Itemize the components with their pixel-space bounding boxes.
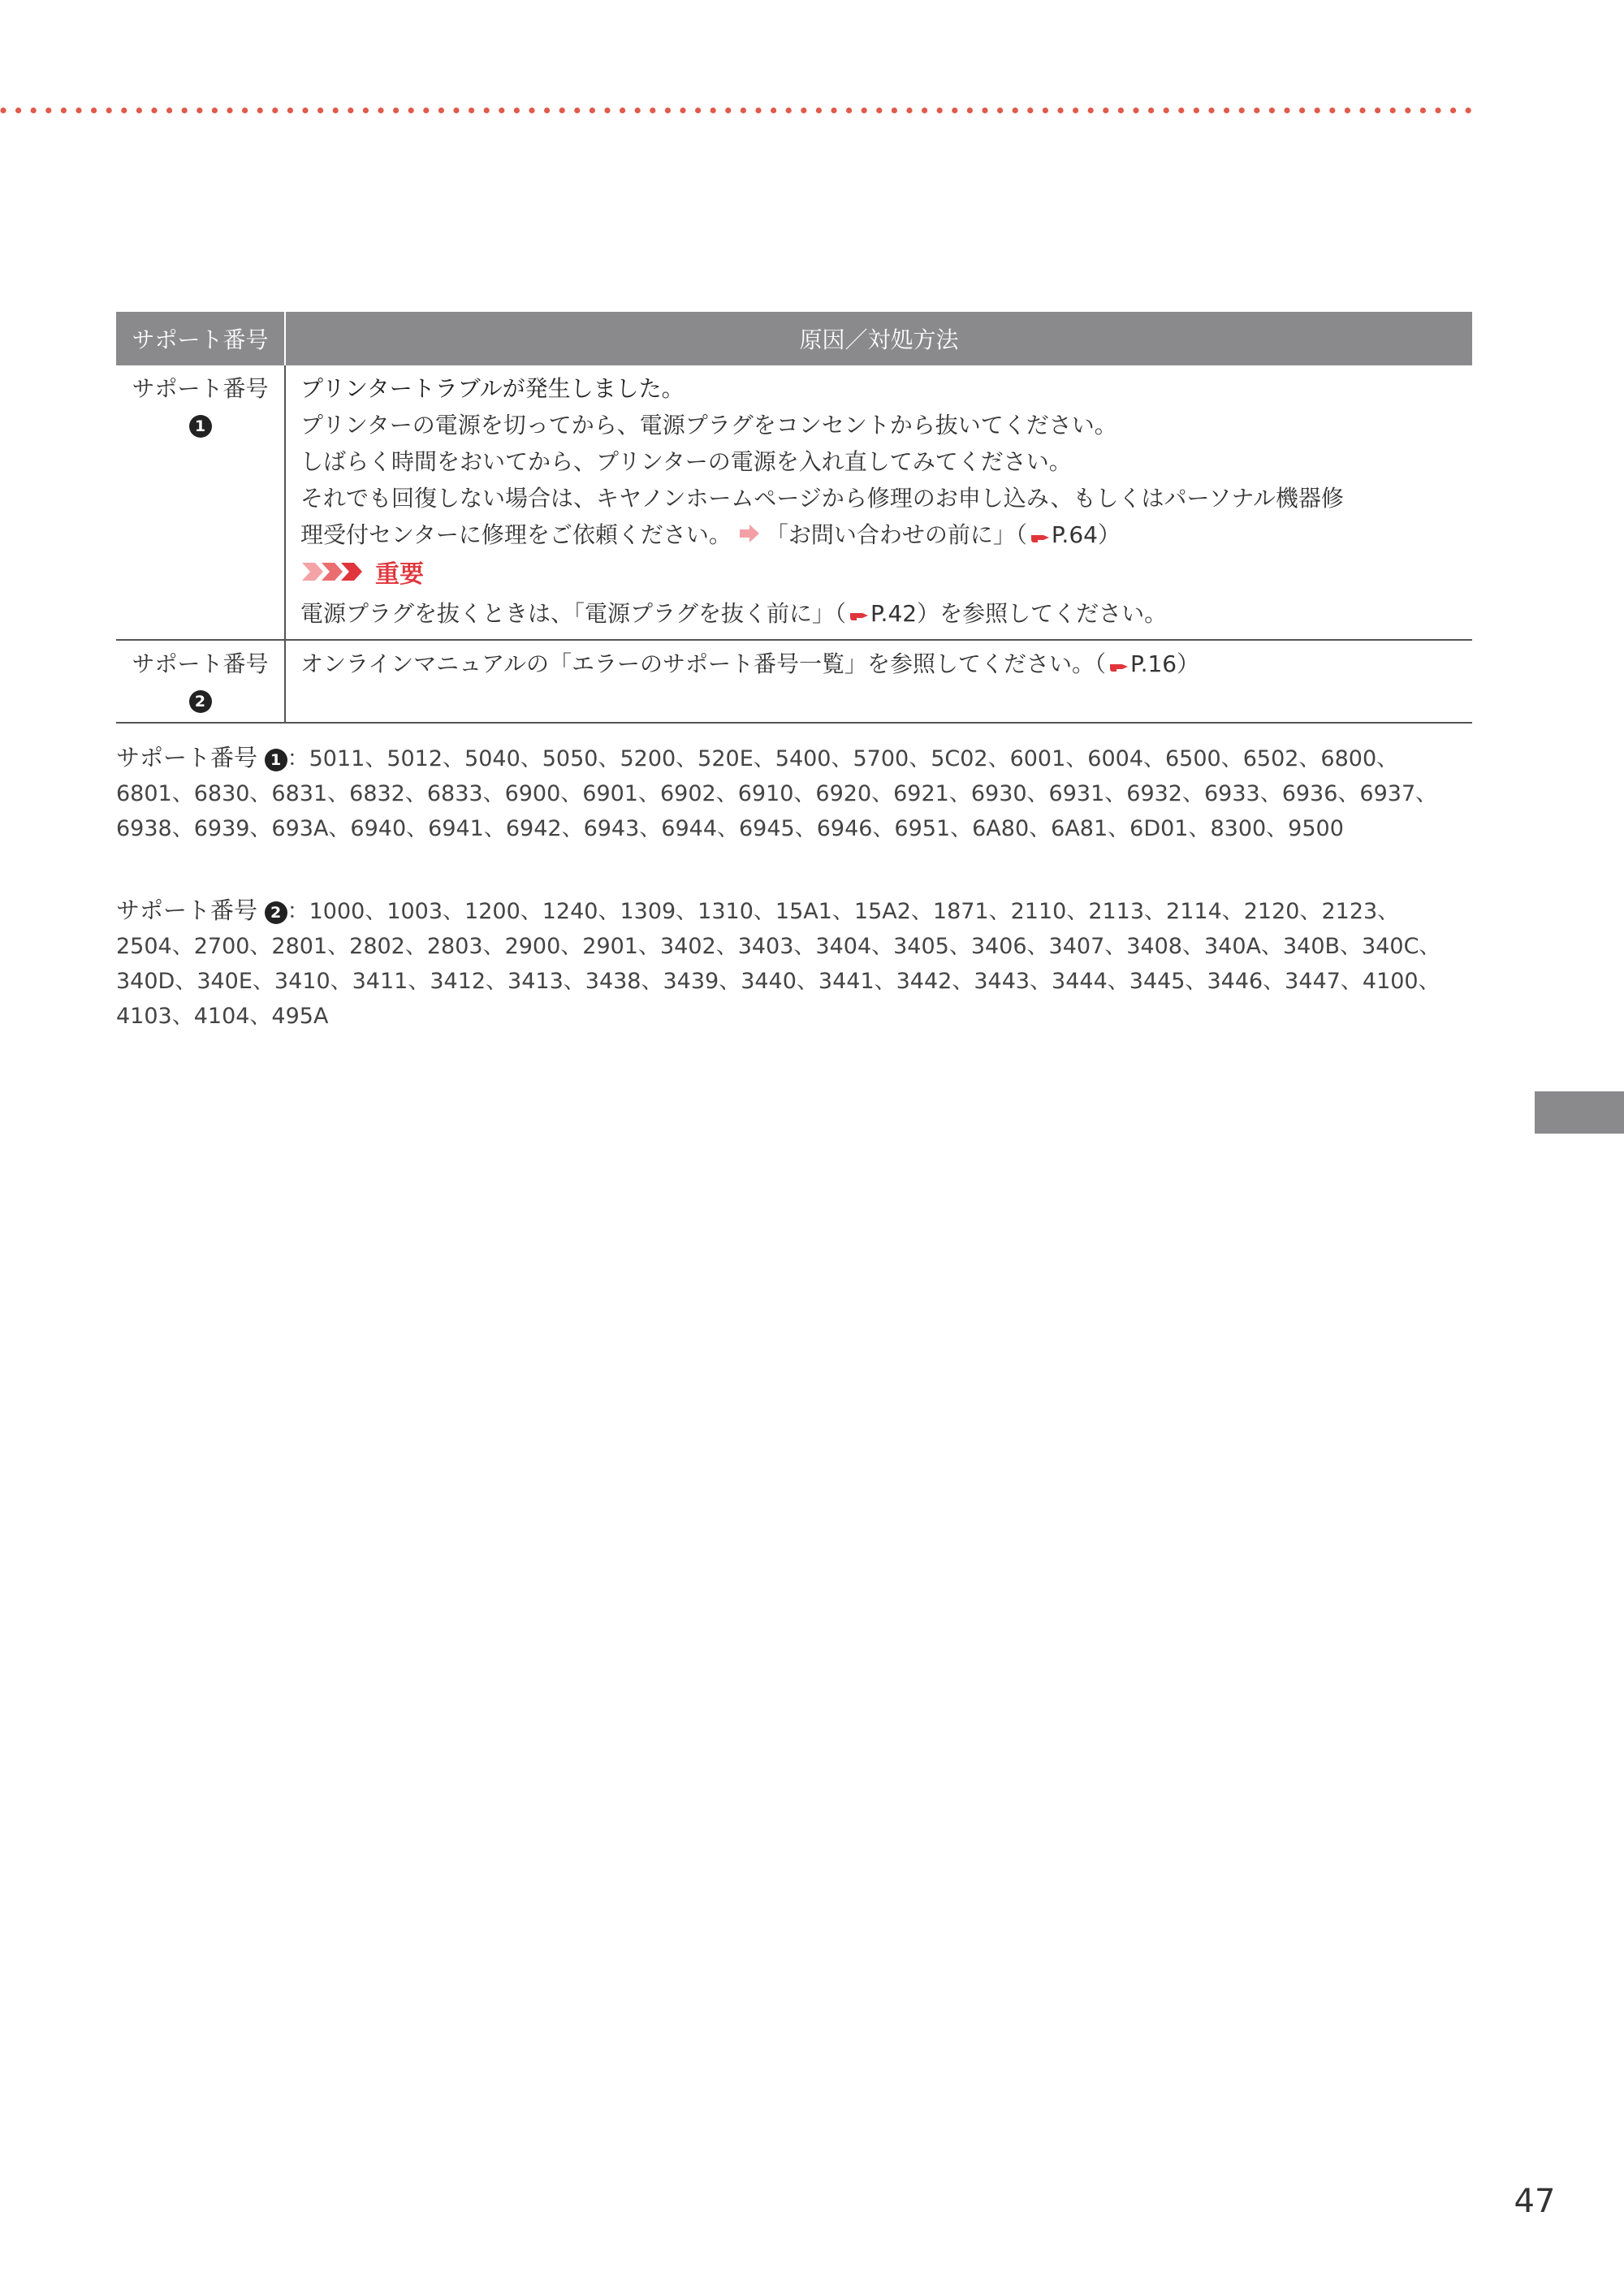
border-dot	[333, 107, 339, 113]
chapter-side-tab	[1535, 1091, 1624, 1134]
table-row	[116, 640, 1472, 723]
border-dot	[786, 107, 792, 113]
border-dot	[514, 107, 520, 113]
border-dot	[1057, 107, 1063, 113]
border-dot	[1435, 107, 1440, 113]
border-dot	[831, 107, 836, 113]
border-dot	[317, 107, 323, 113]
important-text: 電源プラグを抜くときは、「電源プラグを抜く前に」（	[300, 599, 847, 627]
border-dot	[182, 107, 188, 113]
border-dot	[816, 107, 822, 113]
border-dot	[91, 107, 97, 113]
border-dot	[302, 107, 308, 113]
circled-number-1: 1	[189, 415, 212, 438]
support-codes-list-2	[116, 893, 1472, 1034]
border-dot	[1073, 107, 1078, 113]
border-dot	[348, 107, 353, 113]
support-codes-list-1	[116, 741, 1472, 846]
border-dot	[408, 107, 414, 113]
border-dot	[1239, 107, 1245, 113]
row-content	[285, 365, 1472, 640]
border-dot	[438, 107, 444, 113]
instruction-line: プリンターの電源を切ってから、電源プラグをコンセントから抜いてください。	[300, 412, 1117, 438]
border-dot	[1254, 107, 1259, 113]
border-dot	[680, 107, 685, 113]
page-ref[interactable]: P.64	[1051, 521, 1098, 548]
paren-close: ）	[1097, 521, 1121, 548]
border-dot	[1103, 107, 1108, 113]
border-dot	[997, 107, 1003, 113]
border-dot	[620, 107, 625, 113]
border-dot	[725, 107, 731, 113]
codes-prefix: サポート番号	[116, 744, 258, 771]
dotted-border	[0, 101, 1483, 120]
border-dot	[1375, 107, 1380, 113]
codes-values: ：5011、5012、5040、5050、5200、520E、5400、5700、5C02、6001、6004、6500、6502、6800、6801、6830、6831、6832、6833、6900、6901、6902、6910、6920、6921、6930、6931、6932、6933、6936、6937、6938、6939、693A、6940、6941、6942、6943、6944、6945、6946、6951、6A80、6A81、6D01、8300、9500	[116, 746, 1438, 841]
border-dot	[1013, 107, 1018, 113]
page-number: 47	[1514, 2183, 1556, 2220]
border-dot	[755, 107, 761, 113]
border-dot	[771, 107, 776, 113]
border-dot	[892, 107, 897, 113]
border-dot	[937, 107, 943, 113]
border-dot	[1088, 107, 1094, 113]
pointing-hand-icon	[849, 596, 869, 633]
row-label-text: サポート番号	[132, 650, 269, 677]
border-dot	[1027, 107, 1033, 113]
border-dot	[106, 107, 112, 113]
border-dot	[801, 107, 806, 113]
border-dot	[529, 107, 534, 113]
row-title: プリンタートラブルが発生しました。	[300, 375, 685, 402]
circled-number-1: 1	[265, 749, 287, 771]
border-dot	[423, 107, 429, 113]
border-dot	[695, 107, 701, 113]
border-dot	[1178, 107, 1184, 113]
border-dot	[499, 107, 504, 113]
border-dot	[1284, 107, 1289, 113]
border-dot	[363, 107, 369, 113]
border-dot	[906, 107, 912, 113]
important-text-line	[300, 595, 1472, 633]
border-dot	[1420, 107, 1426, 113]
border-dot	[484, 107, 490, 113]
important-chevrons-icon	[300, 556, 365, 593]
border-dot	[574, 107, 580, 113]
circled-number-2: 2	[189, 690, 212, 713]
border-dot	[1269, 107, 1275, 113]
border-dot	[1390, 107, 1396, 113]
border-dot	[862, 107, 867, 113]
border-dot	[242, 107, 248, 113]
border-dot	[1208, 107, 1214, 113]
border-dot	[197, 107, 202, 113]
border-dot	[469, 107, 474, 113]
instruction-text: 理受付センターに修理をご依頼ください。	[300, 521, 732, 548]
table-row	[116, 365, 1472, 640]
border-dot	[544, 107, 550, 113]
border-dot	[1359, 107, 1365, 113]
border-dot	[287, 107, 293, 113]
border-dot	[453, 107, 459, 113]
table-header-row	[116, 312, 1472, 365]
border-dot	[1164, 107, 1169, 113]
border-dot	[272, 107, 278, 113]
important-text-suffix: ）を参照してください。	[917, 599, 1168, 627]
border-dot	[1345, 107, 1350, 113]
header-cause-solution: 原因／対処方法	[285, 312, 1472, 365]
border-dot	[1450, 107, 1456, 113]
border-dot	[1118, 107, 1124, 113]
border-dot	[590, 107, 595, 113]
border-dot	[1329, 107, 1335, 113]
border-dot	[1043, 107, 1048, 113]
inquiry-link-text[interactable]: 「お問い合わせの前に」（	[765, 521, 1027, 548]
page-ref[interactable]: P.42	[870, 599, 918, 627]
row-label	[116, 640, 285, 723]
arrow-right-icon	[738, 518, 761, 555]
codes-values: ：1000、1003、1200、1240、1309、1310、15A1、15A2、1871、2110、2113、2114、2120、2123、2504、2700、2801、2802、2803、2900、2901、3402、3403、3404、3405、3406、3407、3408、340A、340B、340C、340D、340E、3410、3411、3412、3413、3438、3439、3440、3441、3442、3443、3444、3445、3446、3447、4100、4103、4104、495A	[116, 899, 1441, 1029]
border-dot	[1405, 107, 1410, 113]
border-dot	[876, 107, 882, 113]
border-dot	[1299, 107, 1305, 113]
border-dot	[1194, 107, 1199, 113]
border-dot	[922, 107, 927, 113]
instruction-line	[300, 646, 1472, 684]
border-dot	[1148, 107, 1154, 113]
important-heading	[300, 555, 1472, 595]
row-content	[285, 640, 1472, 723]
border-dot	[650, 107, 655, 113]
border-dot	[967, 107, 973, 113]
border-dot	[61, 107, 67, 113]
border-dot	[1315, 107, 1320, 113]
circled-number-2: 2	[265, 901, 287, 924]
border-dot	[982, 107, 987, 113]
border-dot	[45, 107, 51, 113]
border-dot	[635, 107, 641, 113]
border-dot	[76, 107, 81, 113]
border-dot	[31, 107, 37, 113]
border-dot	[1466, 107, 1471, 113]
border-dot	[604, 107, 610, 113]
pointing-hand-icon	[1109, 647, 1129, 684]
border-dot	[846, 107, 852, 113]
border-dot	[1133, 107, 1138, 113]
border-dot	[227, 107, 232, 113]
header-support-number: サポート番号	[116, 312, 285, 365]
border-dot	[212, 107, 218, 113]
pointing-hand-icon	[1030, 518, 1050, 555]
instruction-line: それでも回復しない場合は、キヤノンホームページから修理のお申し込み、もしくはパーソナル機器修	[300, 485, 1344, 512]
border-dot	[121, 107, 127, 113]
border-dot	[136, 107, 142, 113]
border-dot	[0, 107, 6, 113]
border-dot	[393, 107, 399, 113]
important-label: 重要	[375, 560, 424, 589]
border-dot	[952, 107, 957, 113]
border-dot	[15, 107, 21, 113]
border-dot	[559, 107, 565, 113]
border-dot	[710, 107, 716, 113]
border-dot	[166, 107, 172, 113]
instruction-text: オンラインマニュアルの「エラーのサポート番号一覧」を参照してください。（	[300, 650, 1107, 677]
row-label-text: サポート番号	[132, 375, 269, 402]
border-dot	[151, 107, 157, 113]
instruction-line-with-link	[300, 516, 1472, 555]
page-ref[interactable]: P.16	[1130, 650, 1177, 677]
border-dot	[378, 107, 383, 113]
instruction-line: しばらく時間をおいてから、プリンターの電源を入れ直してみてください。	[300, 448, 1072, 475]
border-dot	[741, 107, 746, 113]
codes-prefix: サポート番号	[116, 896, 258, 924]
row-label	[116, 365, 285, 640]
border-dot	[1224, 107, 1229, 113]
border-dot	[665, 107, 671, 113]
paren-close: ）	[1177, 650, 1200, 677]
border-dot	[257, 107, 263, 113]
support-table	[116, 312, 1472, 724]
